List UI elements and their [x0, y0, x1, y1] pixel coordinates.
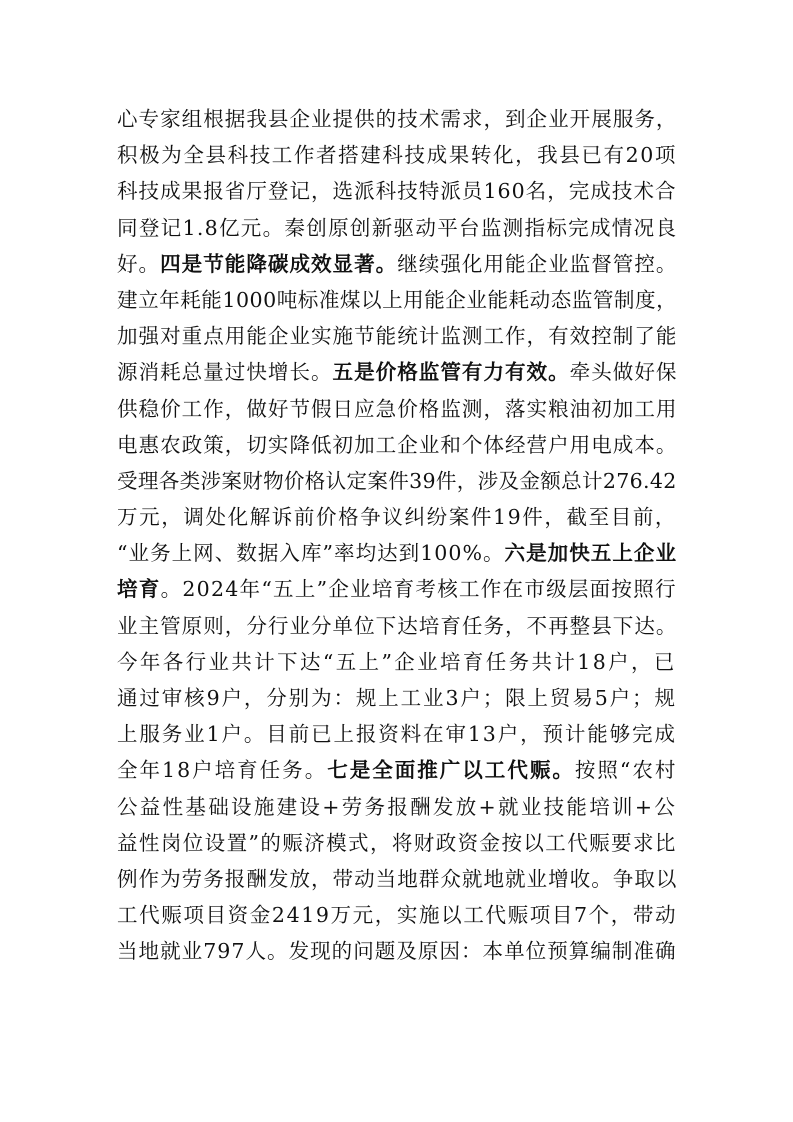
text-segment: “业务上网、数据入库”率均达到100%。	[117, 541, 505, 566]
text-segment: 好。	[117, 251, 161, 276]
text-segment: 通过审核9户，分别为：规上工业3户；限上贸易5户；规	[117, 686, 677, 710]
bold-heading-segment: 培育	[117, 577, 161, 602]
bold-heading-segment: 四是节能降碳成效显著。	[160, 251, 398, 276]
text-segment: 公益性基础设施建设+劳务报酬发放+就业技能培训+公	[117, 794, 677, 819]
text-line	[117, 246, 677, 282]
text-line	[117, 427, 677, 463]
text-segment: 益性岗位设置”的赈济模式，将财政资金按以工代赈要求比	[117, 830, 677, 855]
text-segment: 同登记1.8亿元。秦创原创新驱动平台监测指标完成情况良	[117, 215, 677, 240]
text-line	[117, 608, 677, 644]
text-line	[117, 716, 677, 752]
text-segment: 今年各行业共计下达“五上”企业培育任务共计18户，已	[117, 649, 677, 674]
text-line	[117, 571, 677, 607]
text-segment: 建立年耗能1000吨标准煤以上用能企业能耗动态监管制度，	[117, 287, 677, 312]
text-line	[117, 101, 677, 137]
text-segment: 万元，调处化解诉前价格争议纠纷案件19件，截至目前，	[117, 505, 677, 530]
text-line	[117, 752, 677, 788]
text-line	[117, 897, 677, 933]
text-segment: 工代赈项目资金2419万元，实施以工代赈项目7个，带动	[117, 903, 677, 928]
text-line	[117, 644, 677, 680]
text-segment: 供稳价工作，做好节假日应急价格监测，落实粮油初加工用	[117, 396, 677, 421]
text-line	[117, 680, 677, 716]
text-segment: 例作为劳务报酬发放，带动当地群众就地就业增收。争取以	[117, 866, 677, 891]
text-line	[117, 282, 677, 318]
text-segment: 受理各类涉案财物价格认定案件39件，涉及金额总计276.42	[117, 468, 677, 493]
text-line	[117, 463, 677, 499]
text-line	[117, 318, 677, 354]
text-segment: 积极为全县科技工作者搭建科技成果转化，我县已有20项	[117, 143, 677, 168]
text-segment: 牵头做好保	[569, 360, 677, 385]
text-segment: 电惠农政策，切实降低初加工企业和个体经营户用电成本。	[117, 432, 677, 457]
text-segment: 心专家组根据我县企业提供的技术需求，到企业开展服务，	[117, 107, 677, 131]
body-text	[117, 101, 677, 970]
text-segment: 当地就业797人。发现的问题及原因：本单位预算编制准确	[117, 939, 677, 964]
text-line	[117, 861, 677, 897]
text-line	[117, 825, 677, 861]
text-line	[117, 137, 677, 173]
text-line	[117, 173, 677, 209]
text-line	[117, 391, 677, 427]
text-line	[117, 535, 677, 571]
text-segment: 全年18户培育任务。	[117, 758, 328, 783]
bold-heading-segment: 七是全面推广以工代赈。	[327, 758, 575, 783]
text-line	[117, 933, 677, 969]
text-segment: 加强对重点用能企业实施节能统计监测工作，有效控制了能	[117, 324, 677, 349]
text-segment: 继续强化用能企业监督管控。	[397, 251, 677, 276]
text-segment: 。2024年“五上”企业培育考核工作在市级层面按照行	[160, 577, 677, 602]
text-segment: 业主管原则，分行业分单位下达培育任务，不再整县下达。	[117, 613, 677, 638]
text-line	[117, 354, 677, 390]
text-line	[117, 499, 677, 535]
text-segment: 源消耗总量过快增长。	[117, 360, 333, 385]
text-segment: 上服务业1户。目前已上报资料在审13户，预计能够完成	[117, 722, 677, 747]
text-segment: 科技成果报省厅登记，选派科技特派员160名，完成技术合	[117, 179, 677, 204]
text-segment: 按照“农村	[574, 758, 677, 783]
text-line	[117, 789, 677, 825]
text-line	[117, 210, 677, 246]
bold-heading-segment: 六是加快五上企业	[504, 541, 677, 566]
bold-heading-segment: 五是价格监管有力有效。	[332, 360, 570, 385]
